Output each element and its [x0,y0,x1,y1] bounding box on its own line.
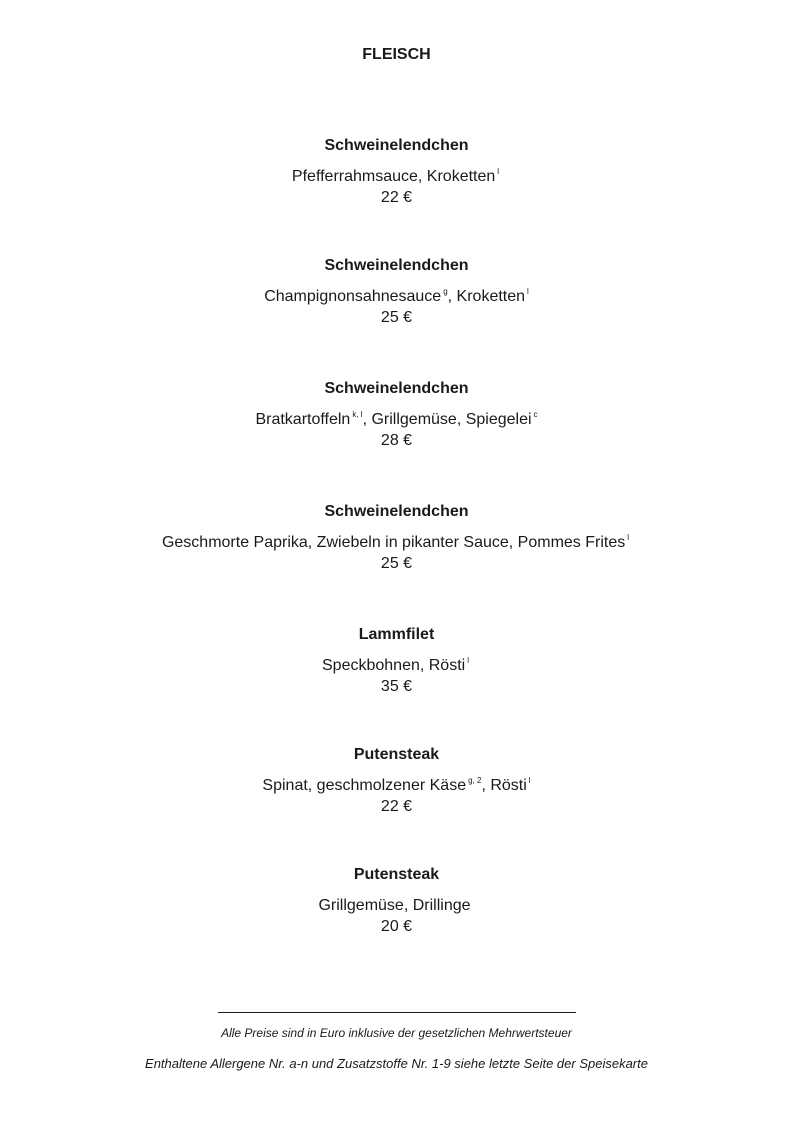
dish-price: 20 € [380,918,413,935]
dish-description [0,768,793,794]
allergen-marker: l [467,656,469,665]
menu-item [0,376,793,454]
dish-description-text: , Rösti [481,777,527,794]
dish-name: Schweinelendchen [324,380,469,397]
menu-item [0,622,793,700]
dish-description-text: , Grillgemüse, Spiegelei [362,411,532,428]
dish-name: Putensteak [353,746,440,763]
dish-price: 25 € [380,309,413,326]
dish-price: 22 € [380,189,413,206]
dish-name: Putensteak [353,866,440,883]
dish-description-text: Pfefferrahmsauce, Kroketten [291,168,496,185]
dish-price: 35 € [380,678,413,695]
dish-price: 22 € [380,798,413,815]
allergen-marker: g [443,287,448,296]
menu-item [0,862,793,940]
dish-description-text: Speckbohnen, Rösti [322,657,466,674]
allergen-marker: l [527,287,529,296]
dish-name: Lammfilet [358,626,435,643]
dish-description [0,279,793,305]
dish-description [0,648,793,674]
dish-description-text: Bratkartoffeln [255,411,351,428]
menu-item [0,742,793,820]
allergen-note: Enthaltene Allergene Nr. a-n und Zusatzstoffe Nr. 1-9 siehe letzte Seite der Speisekarte [145,1056,648,1071]
dish-description-text: Geschmorte Paprika, Zwiebeln in pikanter Sauce, Pommes Frites [161,534,626,551]
menu-item [0,133,793,211]
allergen-marker: k, l [352,410,363,419]
menu-item [0,499,793,577]
allergen-marker: l [627,533,630,542]
dish-name: Schweinelendchen [324,503,469,520]
menu-item [0,253,793,331]
footer-divider [218,1012,576,1013]
dish-description [0,402,793,428]
dish-description-text: Champignonsahnesauce [264,288,442,305]
dish-description [0,888,793,914]
allergen-marker: l [528,776,531,785]
allergen-marker: g, 2 [468,776,482,785]
dish-description-text: Spinat, geschmolzener Käse [262,777,467,794]
allergen-marker: l [497,167,500,176]
vat-note: Alle Preise sind in Euro inklusive der gesetzlichen Mehrwertsteuer [221,1026,572,1040]
dish-price: 25 € [380,555,413,572]
dish-description-text: , Kroketten [447,288,526,305]
dish-name: Schweinelendchen [324,137,469,154]
dish-description-text: Grillgemüse, Drillinge [318,897,471,914]
dish-price: 28 € [380,432,413,449]
allergen-marker: c [533,410,538,419]
page-title: FLEISCH [362,46,431,63]
dish-name: Schweinelendchen [324,257,469,274]
dish-description [0,159,793,185]
dish-description [0,525,793,551]
